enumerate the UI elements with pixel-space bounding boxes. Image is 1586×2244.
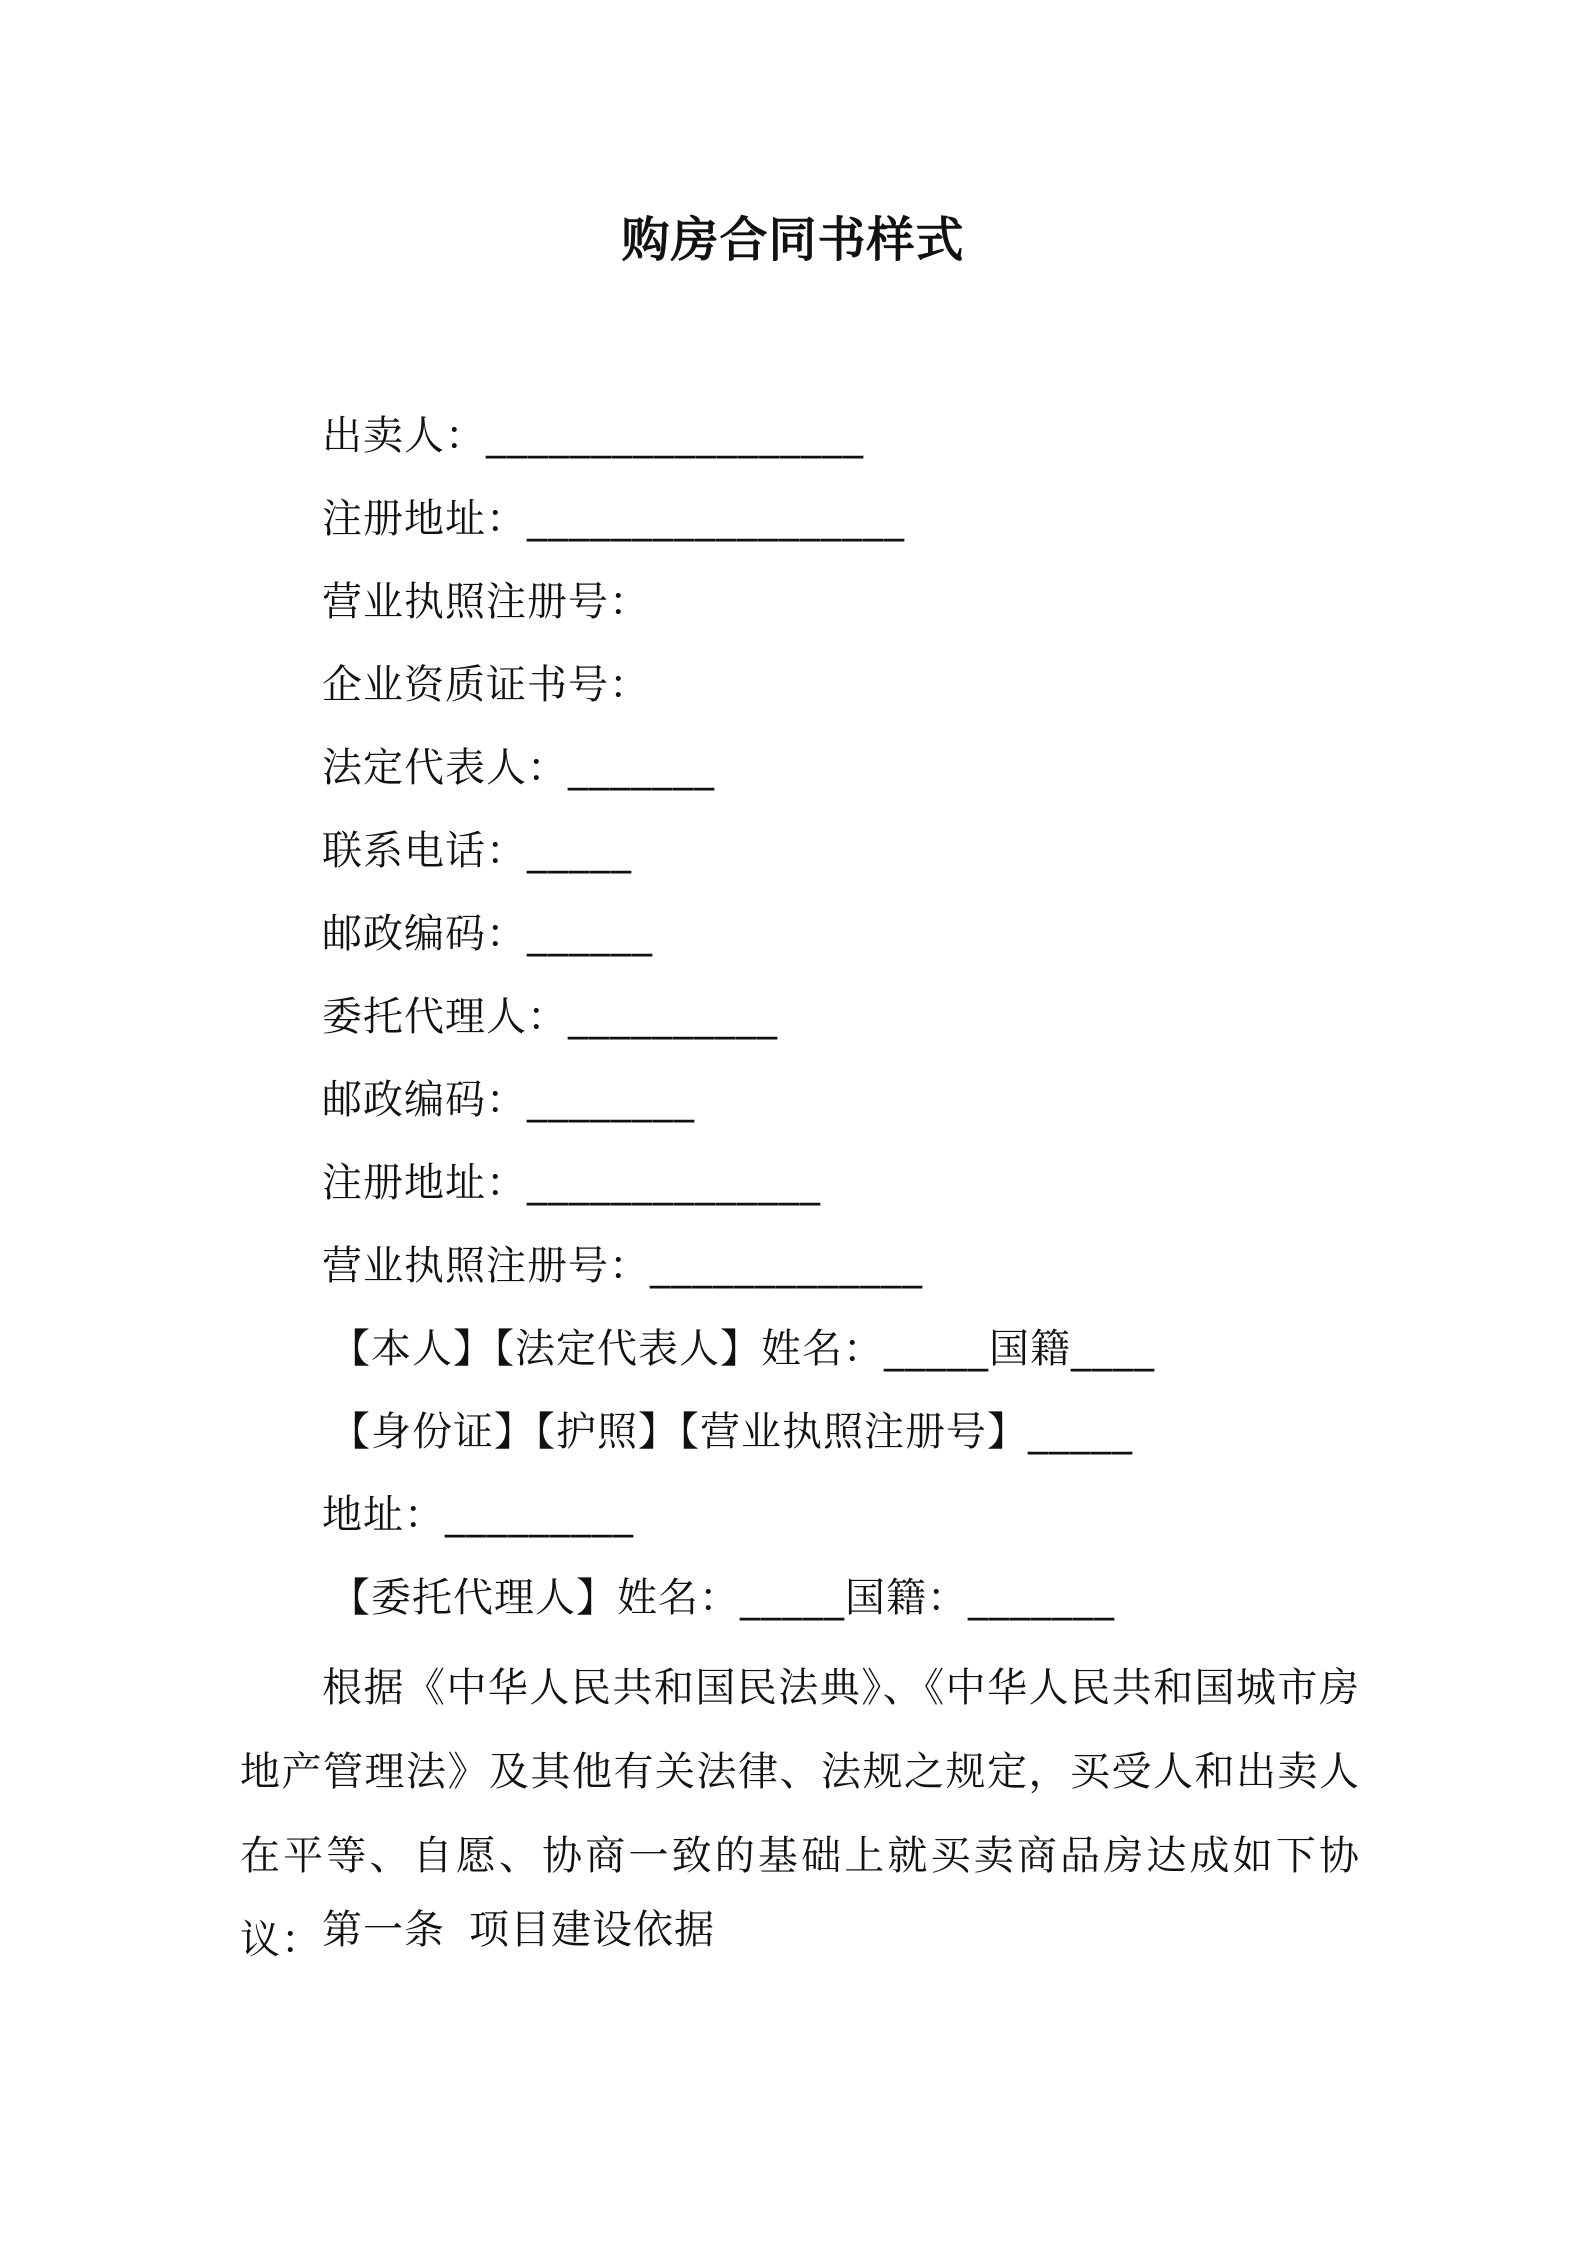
field-label: 【委托代理人】姓名： (330, 1575, 740, 1621)
authorized-agent-field (322, 993, 778, 1041)
legal-representative-field (322, 744, 715, 792)
postal-code-field (322, 910, 653, 958)
field-blank: _____ (527, 828, 632, 874)
agent-registered-address-field (322, 1159, 821, 1207)
agent-postal-code-field (322, 1076, 695, 1124)
field-blank: __________________ (527, 496, 905, 542)
article-number: 第一条 (322, 1907, 445, 1953)
field-label: 企业资质证书号： (322, 662, 650, 708)
field-label: 邮政编码： (322, 911, 527, 957)
field-label: 营业执照注册号： (322, 579, 650, 625)
field-blank: ______________ (527, 1160, 821, 1206)
field-blank: _______ (568, 745, 715, 791)
document-title: 购房合同书样式 (621, 212, 965, 268)
agent-business-license-field (322, 1242, 923, 1290)
buyer-id-document-field (330, 1408, 1133, 1456)
field-blank: __________________ (486, 413, 864, 459)
field-blank: _____国籍____ (884, 1326, 1155, 1372)
field-blank: ______ (527, 911, 653, 957)
field-label: 【本人】【法定代表人】姓名： (330, 1326, 884, 1372)
buyer-name-nationality-field (330, 1325, 1155, 1373)
field-label: 注册地址： (322, 496, 527, 542)
field-label: 邮政编码： (322, 1077, 527, 1123)
field-blank: _____________ (650, 1243, 923, 1289)
buyer-address-field (322, 1491, 634, 1539)
business-license-field (322, 578, 650, 626)
field-label: 出卖人： (322, 413, 486, 459)
preamble-paragraph: 根据《中华人民共和国民法典》、《中华人民共和国城市房地产管理法》及其他有关法律、法规之规定，买受人和出卖人在平等、自愿、协商一致的基础上就买卖商品房达成如下协议： (240, 1665, 1360, 1963)
article-heading (322, 1906, 715, 1954)
qualification-certificate-field (322, 661, 650, 709)
field-blank: __________ (568, 994, 778, 1040)
field-label: 地址： (322, 1492, 445, 1538)
field-blank: ________ (527, 1077, 695, 1123)
seller-field (322, 412, 864, 460)
field-blank: _________ (445, 1492, 634, 1538)
registered-address-field (322, 495, 905, 543)
article-title: 项目建设依据 (469, 1907, 715, 1953)
field-label: 委托代理人： (322, 994, 568, 1040)
field-label: 【身份证】【护照】【营业执照注册号】 (330, 1409, 1028, 1455)
field-label: 联系电话： (322, 828, 527, 874)
field-blank: _____国籍：_______ (740, 1575, 1115, 1621)
field-label: 营业执照注册号： (322, 1243, 650, 1289)
field-blank: _____ (1028, 1409, 1133, 1455)
phone-field (322, 827, 632, 875)
buyer-agent-field (330, 1574, 1115, 1622)
field-label: 法定代表人： (322, 745, 568, 791)
field-label: 注册地址： (322, 1160, 527, 1206)
